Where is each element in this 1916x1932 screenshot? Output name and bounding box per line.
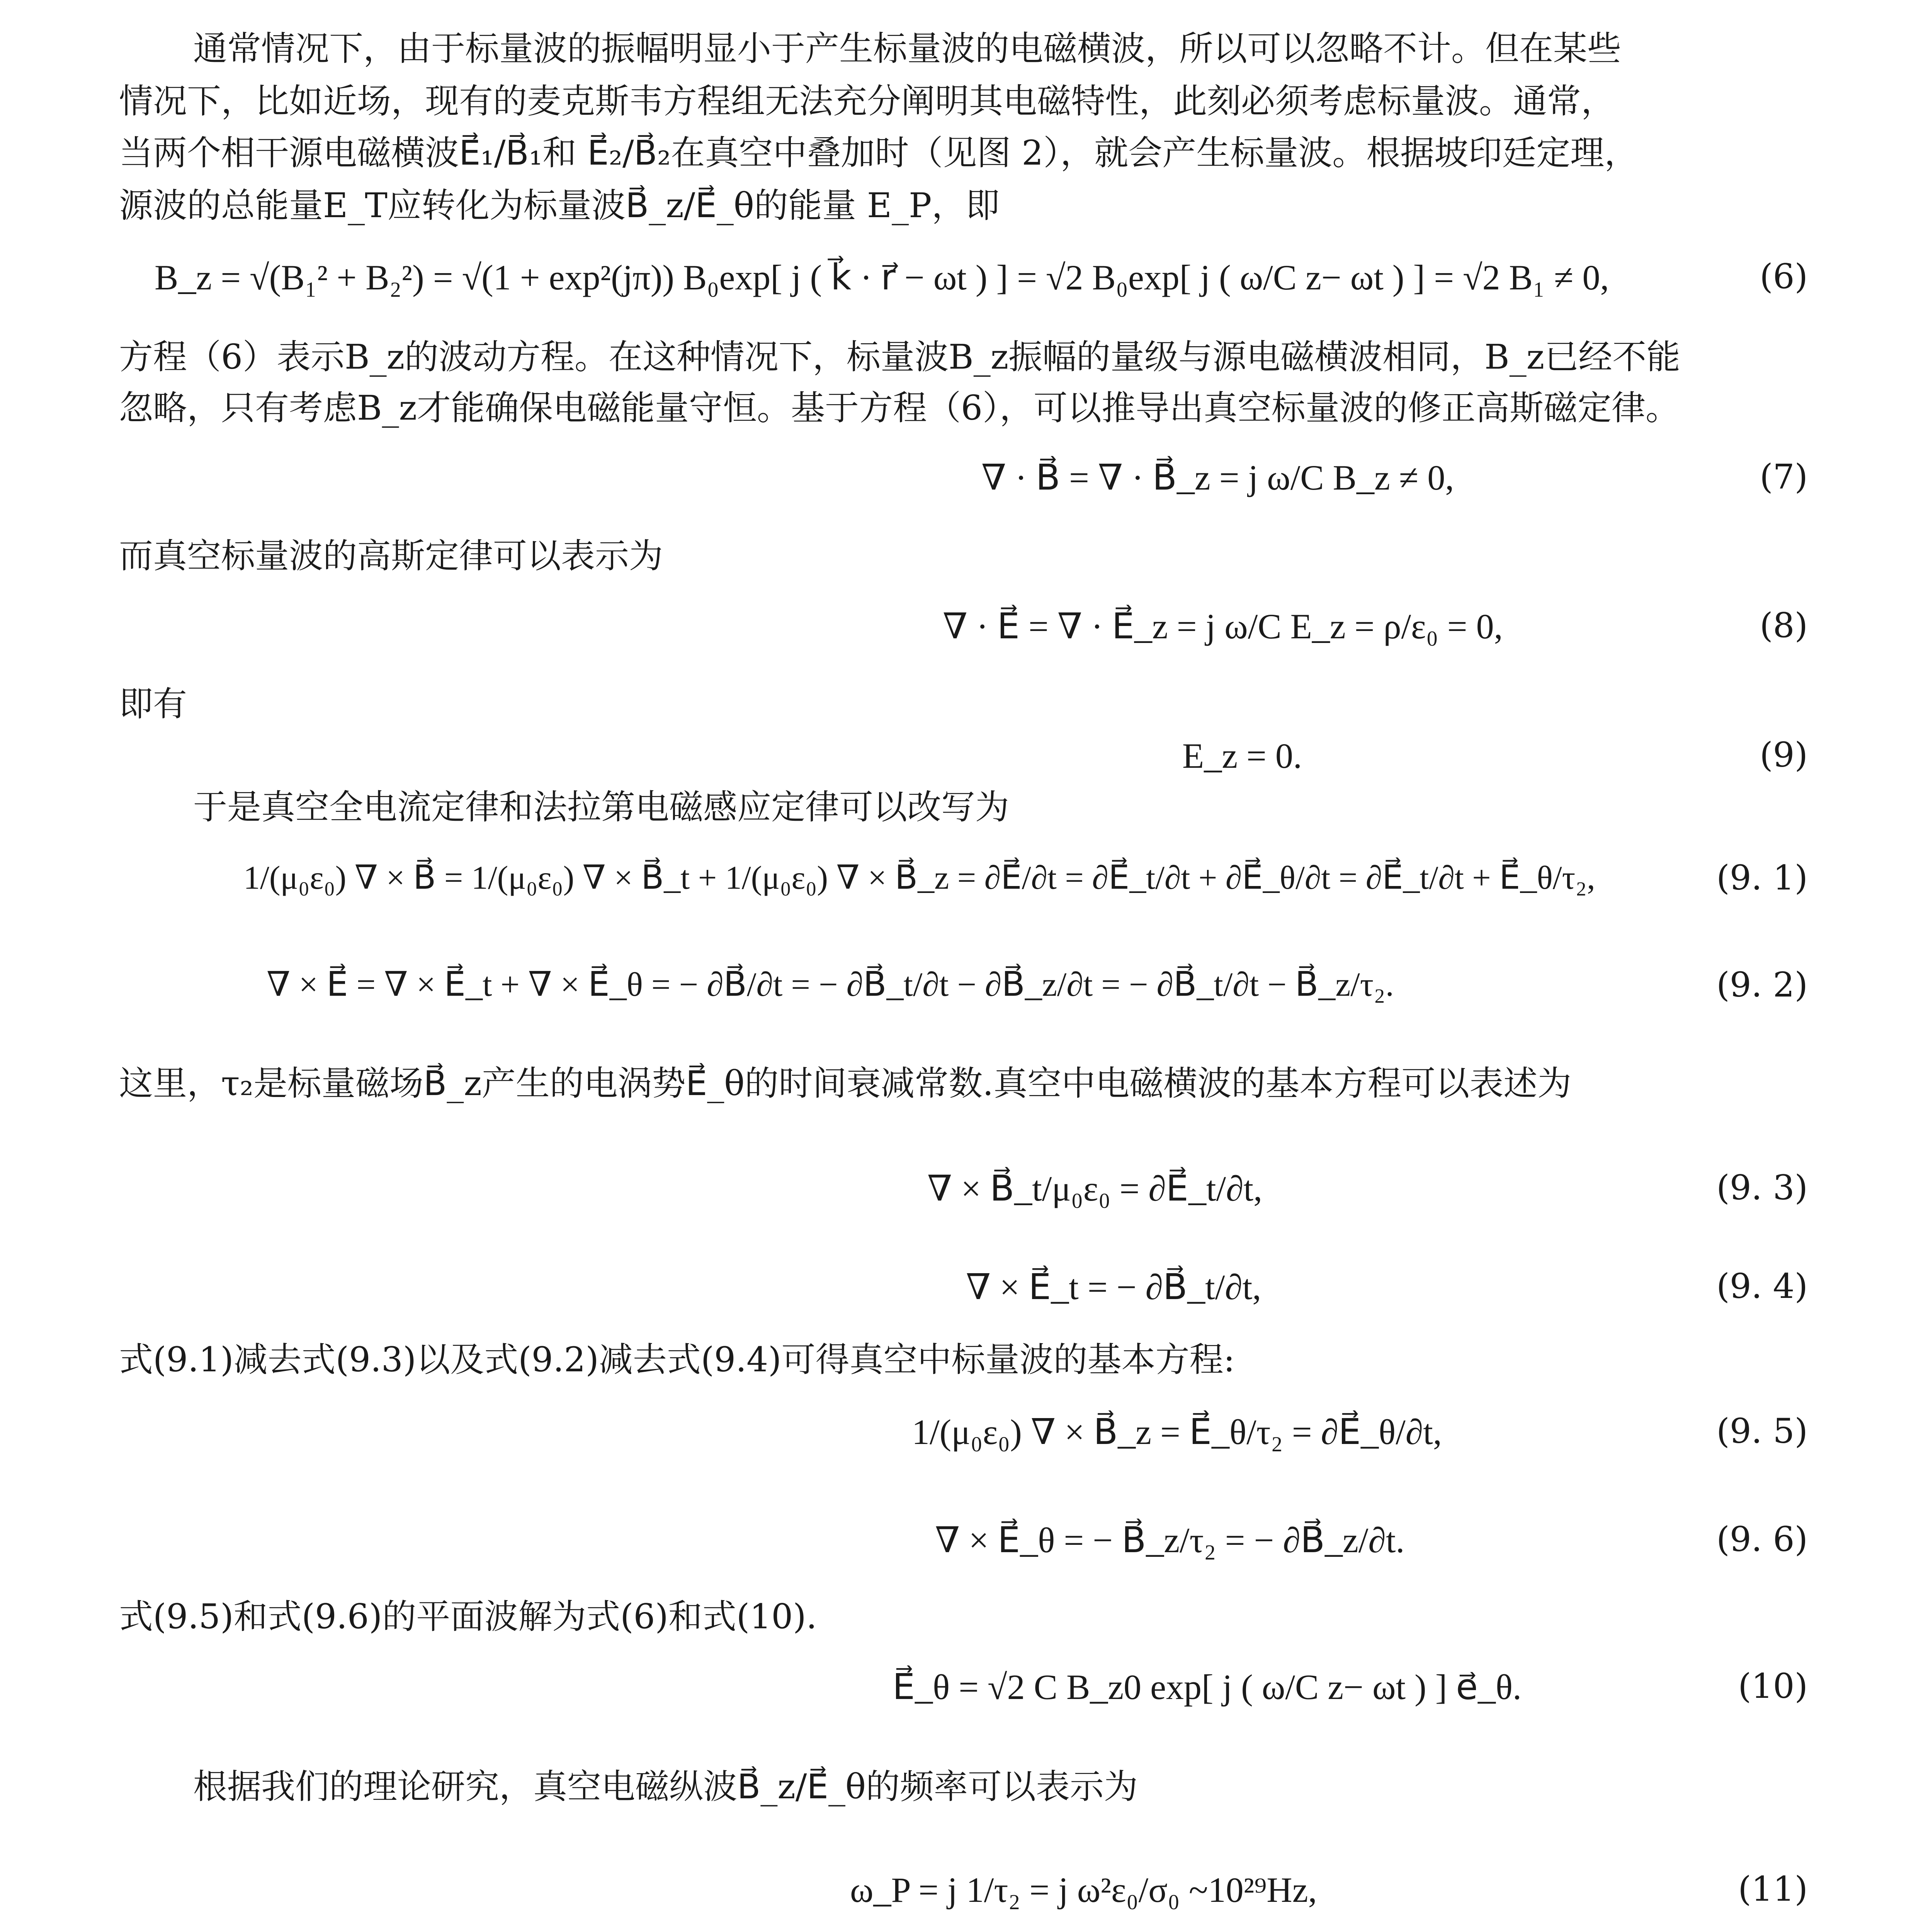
- equation-9-4: ∇ × E⃗_t = − ∂B⃗_t/∂t,: [966, 1267, 1261, 1307]
- body-text-line: 当两个相干源电磁横波E⃗₁/B⃗₁和 E⃗₂/B⃗₂在真空中叠加时（见图 2），就会产生标量波。根据坡印廷定理，: [119, 133, 1639, 173]
- equation-9-3: ∇ × B⃗_t/μ₀ε₀ = ∂E⃗_t/∂t,: [927, 1169, 1263, 1208]
- equation-number: (9. 4): [1716, 1266, 1808, 1306]
- equation-10: E⃗_θ = √2 C B_z0 exp[ j ( ω/C z− ωt ) ] e⃗_θ.: [893, 1667, 1522, 1707]
- equation-number: (6): [1760, 257, 1808, 296]
- equation-number: (8): [1760, 605, 1808, 645]
- body-text-line: 这里，τ₂是标量磁场B⃗_z产生的电涡势E⃗_θ的时间衰减常数.真空中电磁横波的基本方程可以表述为: [119, 1063, 1572, 1103]
- equation-number: (9. 1): [1716, 858, 1808, 898]
- equation-number: (10): [1738, 1666, 1808, 1706]
- body-text-line: 源波的总能量E_T应转化为标量波B⃗_z/E⃗_θ的能量 E_P，即: [119, 185, 1000, 225]
- equation-number: (9. 2): [1716, 965, 1808, 1005]
- equation-6: B_z = √(B₁² + B₂²) = √(1 + exp²(jπ)) B₀exp[ j ( k⃗ · r⃗ − ωt ) ] = √2 B₀exp[ j ( ω/C z− ωt ) ] = √2 B₁ ≠ 0,: [155, 258, 1609, 297]
- equation-number: (9. 5): [1716, 1411, 1808, 1451]
- equation-11: ω_P = j 1/τ₂ = j ω²ε₀/σ₀ ~10²⁹Hz,: [850, 1870, 1317, 1910]
- body-text-line: 根据我们的理论研究，真空电磁纵波B⃗_z/E⃗_θ的频率可以表示为: [193, 1767, 1138, 1806]
- equation-9-5: 1/(μ₀ε₀) ∇ × B⃗_z = E⃗_θ/τ₂ = ∂E⃗_θ/∂t,: [912, 1412, 1442, 1452]
- equation-9: E_z = 0.: [1182, 736, 1302, 776]
- body-text-line: 式(9.5)和式(9.6)的平面波解为式(6)和式(10).: [119, 1597, 817, 1636]
- body-text-line: 而真空标量波的高斯定律可以表示为: [119, 536, 663, 576]
- body-text-line: 方程（6）表示B_z的波动方程。在这种情况下，标量波B_z振幅的量级与源电磁横波相同，B_z已经不能: [119, 337, 1681, 377]
- equation-number: (9. 3): [1716, 1168, 1808, 1208]
- equation-number: (7): [1760, 457, 1808, 497]
- equation-7: ∇ · B⃗ = ∇ · B⃗_z = j ω/C B_z ≠ 0,: [981, 458, 1454, 497]
- body-text-line: 忽略，只有考虑B_z才能确保电磁能量守恒。基于方程（6），可以推导出真空标量波的修正高斯磁定律。: [119, 388, 1680, 428]
- body-text-line: 情况下，比如近场，现有的麦克斯韦方程组无法充分阐明其电磁特性，此刻必须考虑标量波。通常，: [119, 81, 1615, 121]
- equation-9-2: ∇ × E⃗ = ∇ × E⃗_t + ∇ × E⃗_θ = − ∂B⃗/∂t = − ∂B⃗_t/∂t − ∂B⃗_z/∂t = − ∂B⃗_t/∂t − B⃗_z/τ₂.: [267, 966, 1394, 1003]
- equation-9-6: ∇ × E⃗_θ = − B⃗_z/τ₂ = − ∂B⃗_z/∂t.: [935, 1520, 1405, 1560]
- body-text-line: 式(9.1)减去式(9.3)以及式(9.2)减去式(9.4)可得真空中标量波的基本方程:: [119, 1340, 1235, 1379]
- body-text-line: 于是真空全电流定律和法拉第电磁感应定律可以改写为: [193, 787, 1010, 827]
- equation-8: ∇ · E⃗ = ∇ · E⃗_z = j ω/C E_z = ρ/ε₀ = 0,: [943, 607, 1503, 646]
- equation-number: (11): [1738, 1869, 1808, 1909]
- body-text-line: 通常情况下，由于标量波的振幅明显小于产生标量波的电磁横波，所以可以忽略不计。但在某些: [193, 29, 1622, 68]
- equation-9-1: 1/(μ₀ε₀) ∇ × B⃗ = 1/(μ₀ε₀) ∇ × B⃗_t + 1/(μ₀ε₀) ∇ × B⃗_z = ∂E⃗/∂t = ∂E⃗_t/∂t + ∂E⃗_θ/∂t = ∂E⃗_t/∂t + E⃗_θ/τ₂,: [243, 859, 1595, 896]
- equation-number: (9): [1760, 735, 1808, 775]
- equation-number: (9. 6): [1716, 1519, 1808, 1559]
- body-text-line: 即有: [119, 684, 187, 724]
